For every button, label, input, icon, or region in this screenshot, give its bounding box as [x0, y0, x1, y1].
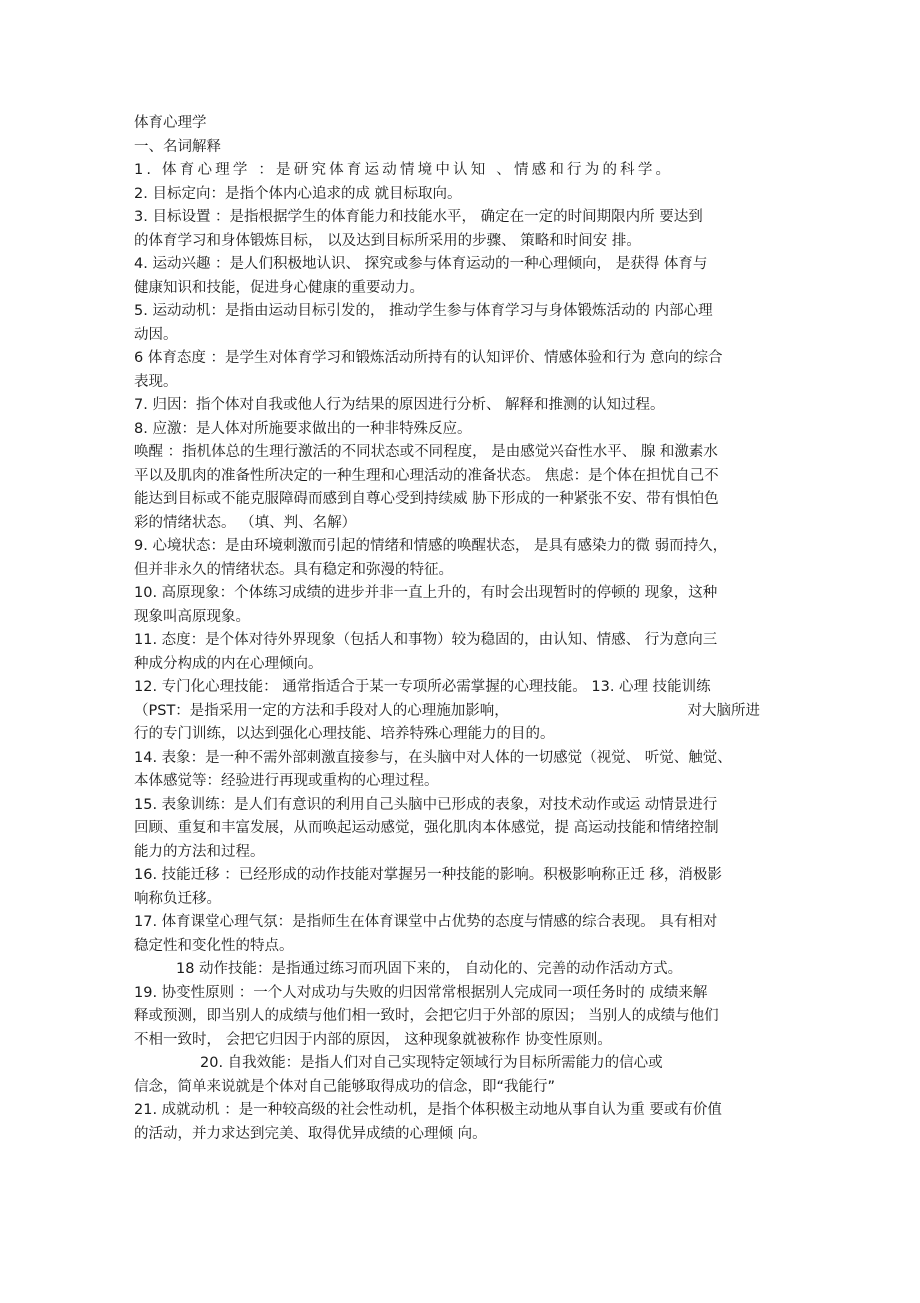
definition-line: 8. 应激：是人体对所施要求做出的一种非特殊反应。	[134, 420, 472, 437]
section-heading: 一、名词解释	[134, 138, 221, 155]
definition-line: 12. 专门化心理技能： 通常指适合于某一专项所必需掌握的心理技能。 13. 心理 技能训练	[134, 679, 711, 695]
definition-line: 响称负迁移。	[134, 890, 221, 907]
definition-line: 2. 目标定向：是指个体内心追求的成 就目标取向。	[134, 185, 462, 202]
definition-line: 9. 心境状态：是由环境刺激而引起的情绪和情感的唤醒状态， 是具有感染力的微 弱而持久，	[134, 538, 728, 554]
definition-line: 动因。	[134, 326, 178, 343]
definition-line: 4. 运动兴趣 ：是人们积极地认识、 探究或参与体育运动的一种心理倾向， 是获得 体育与	[134, 256, 708, 272]
definition-line: 现象叫高原现象。	[134, 608, 250, 625]
definition-line: 7. 归因：指个体对自我或他人行为结果的原因进行分析、 解释和推测的认知过程。	[134, 397, 665, 413]
definition-line: 平以及肌肉的准备性所决定的一种生理和心理活动的准备状态。 焦虑：是个体在担忧自己不	[134, 467, 719, 484]
definition-line: 19. 协变性原则 ：一个人对成功与失败的归因常常根据别人完成同一项任务时的 成绩来解	[134, 984, 708, 1001]
definition-line: 行的专门训练，以达到强化心理技能、培养特殊心理能力的目的。	[134, 726, 555, 742]
definition-line: 本体感觉等：经验进行再现或重构的心理过程。	[134, 773, 439, 789]
definition-line: 的活动，并力求达到完美、取得优异成绩的心理倾 向。	[134, 1125, 487, 1142]
definition-line: 1. 体育心理学 ：是研究体育运动情境中认知 、情感和行为的科学。	[134, 162, 674, 178]
definition-line: 稳定性和变化性的特点。	[134, 937, 294, 954]
definition-line: 6 体育态度 ：是学生对体育学习和锻炼活动所持有的认知评价、情感体验和行为 意向的综合	[134, 350, 723, 366]
definition-line: 不相一致时， 会把它归因于内部的原因， 这种现象就被称作 协变性原则。	[134, 1031, 612, 1048]
definition-line: 健康知识和技能，促进身心健康的重要动力。	[134, 279, 424, 296]
definition-line: 表现。	[134, 373, 178, 390]
definition-line: 21. 成就动机 ：是一种较高级的社会性动机，是指个体积极主动地从事自认为重 要或有价值	[134, 1102, 722, 1118]
definition-line: 11. 态度：是个体对待外界现象（包括人和事物）较为稳固的，由认知、情感、 行为意向三	[134, 632, 718, 648]
document-title: 体育心理学	[134, 115, 207, 131]
definition-line: 能达到目标或不能克服障碍而感到自尊心受到持续威 胁下形成的一种紧张不安、带有惧怕色	[134, 491, 719, 507]
definition-line: 18 动作技能：是指通过练习而巩固下来的， 自动化的、完善的动作活动方式。	[176, 961, 683, 977]
definition-line: 20. 自我效能：是指人们对自己实现特定领域行为目标所需能力的信心或	[200, 1055, 663, 1071]
definition-line: 但并非永久的情绪状态。具有稳定和弥漫的特征。	[134, 561, 453, 578]
definition-line: 种成分构成的内在心理倾向。	[134, 655, 323, 672]
definition-line-right: 对大脑所进	[687, 702, 760, 719]
definition-line-split	[134, 700, 798, 724]
definition-line: 唤醒 ：指机体总的生理行激活的不同状态或不同程度， 是由感觉兴奋性水平、 腺 和激素水	[134, 444, 718, 460]
definition-line: 10. 高原现象：个体练习成绩的进步并非一直上升的，有时会出现暂时的停顿的 现象，这种	[134, 585, 718, 601]
definition-line: 5. 运动动机：是指由运动目标引发的， 推动学生参与体育学习与身体锻炼活动的 内部心理	[134, 303, 713, 319]
definition-line: 14. 表象：是一种不需外部刺激直接参与，在头脑中对人体的一切感觉（视觉、 听觉、触觉、	[134, 749, 732, 766]
definition-line: 回顾、重复和丰富发展，从而唤起运动感觉，强化肌肉本体感觉，提 高运动技能和情绪控制	[134, 820, 719, 836]
definition-line: 3. 目标设置 ：是指根据学生的体育能力和技能水平， 确定在一定的时间期限内所 要达到	[134, 209, 703, 225]
definition-line: 15. 表象训练：是人们有意识的利用自己头脑中已形成的表象，对技术动作或运 动情景进行	[134, 796, 718, 813]
definition-line: 释或预测，即当别人的成绩与他们相一致时，会把它归于外部的原因； 当别人的成绩与他们	[134, 1008, 719, 1024]
definition-line: 的体育学习和身体锻炼目标， 以及达到目标所采用的步骤、 策略和时间安 排。	[134, 232, 641, 249]
document-page	[134, 112, 798, 1146]
definition-line-left: （PST：是指采用一定的方法和手段对人的心理施加影响，	[134, 702, 509, 719]
definition-line: 16. 技能迁移 ：已经形成的动作技能对掌握另一种技能的影响。积极影响称正迁 移，消极影	[134, 867, 722, 883]
definition-line: 信念，简单来说就是个体对自己能够取得成功的信念，即“我能行”	[134, 1078, 556, 1095]
definition-line: 17. 体育课堂心理气氛：是指师生在体育课堂中占优势的态度与情感的综合表现。 具有相对	[134, 914, 718, 930]
definition-line: 彩的情绪状态。 （填、判、名解）	[134, 514, 357, 531]
definition-line: 能力的方法和过程。	[134, 843, 265, 860]
